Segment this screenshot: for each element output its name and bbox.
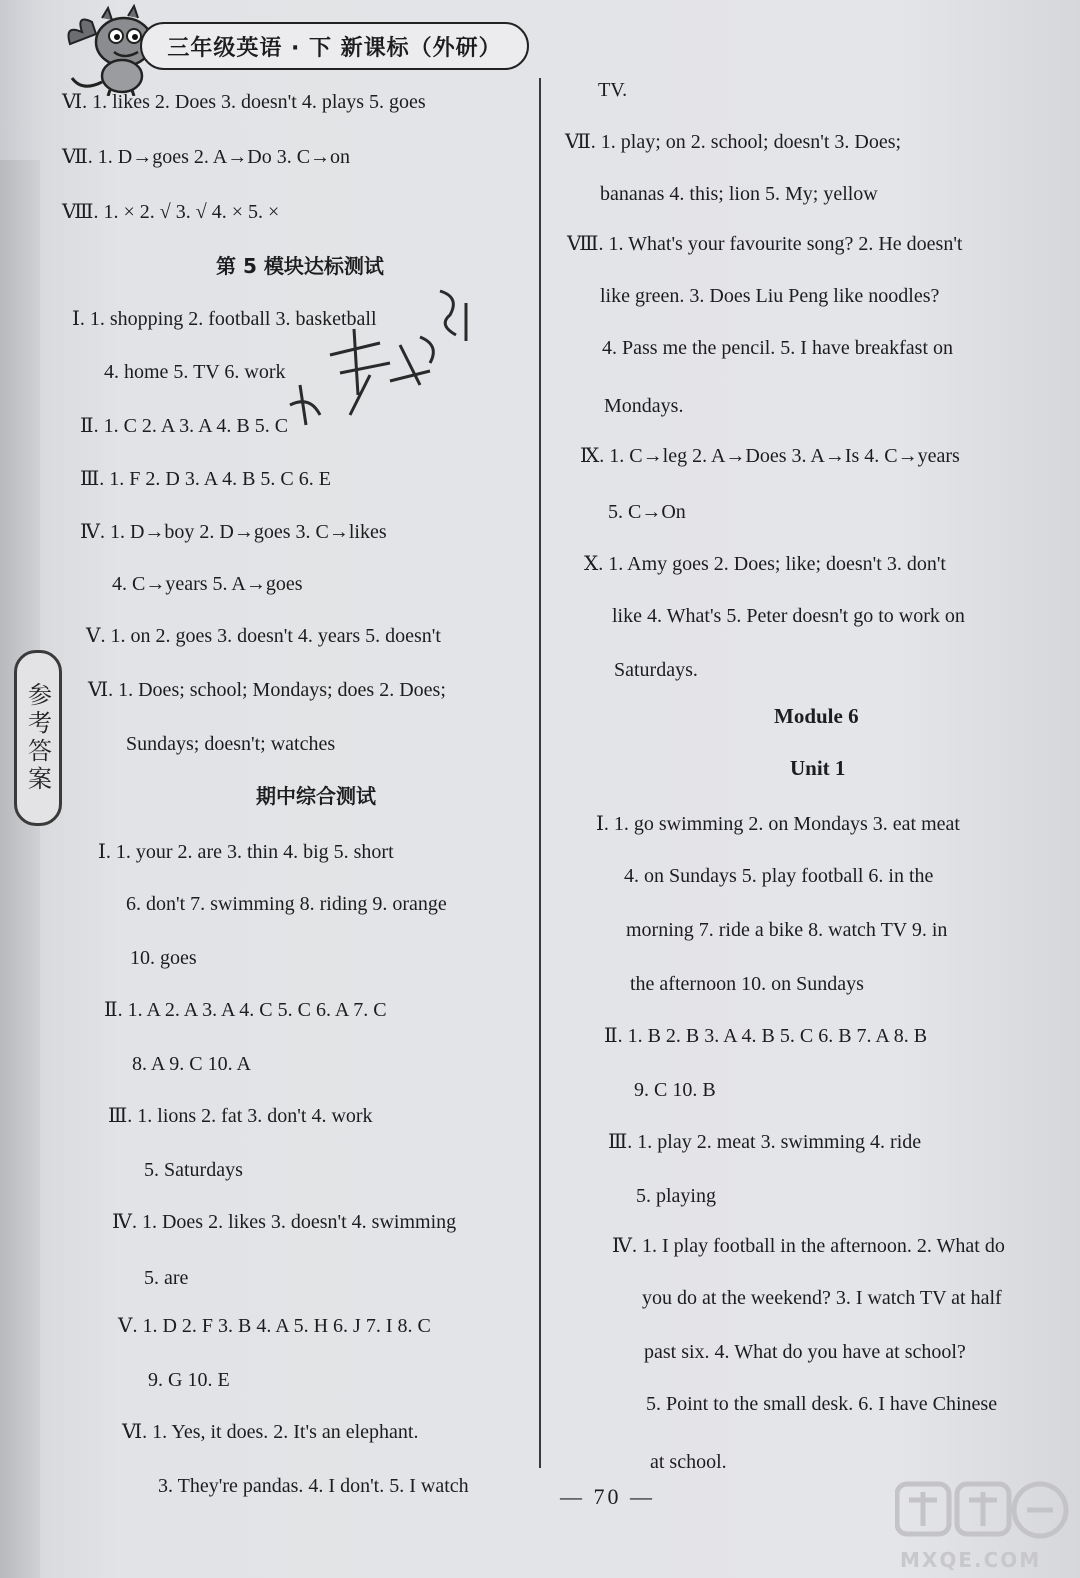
answer-line: morning 7. ride a bike 8. watch TV 9. in xyxy=(626,919,948,941)
section-title-module5: 第 5 模块达标测试 xyxy=(216,254,384,278)
answer-line: 4. Pass me the pencil. 5. I have breakfast on xyxy=(602,337,954,359)
answer-line: the afternoon 10. on Sundays xyxy=(630,973,864,995)
answer-line: Ⅰ. 1. go swimming 2. on Mondays 3. eat meat xyxy=(596,813,960,835)
answer-line: Ⅳ. 1. D→boy 2. D→goes 3. C→likes xyxy=(80,521,387,543)
answer-line: Ⅲ. 1. F 2. D 3. A 4. B 5. C 6. E xyxy=(80,468,331,490)
side-tab-label: 参考答案 xyxy=(14,650,62,826)
answer-line: Ⅶ. 1. D→goes 2. A→Do 3. C→on xyxy=(62,146,351,168)
section-title-module: Module 6 xyxy=(774,704,859,728)
answer-line: 5. Saturdays xyxy=(144,1159,243,1181)
answer-line: Ⅰ. 1. your 2. are 3. thin 4. big 5. short xyxy=(98,841,394,863)
answer-line: like green. 3. Does Liu Peng like noodles? xyxy=(600,285,940,307)
answer-line: 5. playing xyxy=(636,1185,716,1207)
handwritten-scribble xyxy=(270,285,500,435)
answer-line: Ⅲ. 1. lions 2. fat 3. don't 4. work xyxy=(108,1105,373,1127)
answer-line: Ⅳ. 1. I play football in the afternoon. 2. What do xyxy=(612,1235,1005,1257)
answer-line: Ⅴ. 1. D 2. F 3. B 4. A 5. H 6. J 7. I 8. C xyxy=(118,1315,431,1337)
answer-line: Ⅵ. 1. Yes, it does. 2. It's an elephant. xyxy=(122,1421,419,1443)
answer-line: 5. Point to the small desk. 6. I have Chinese xyxy=(646,1393,998,1415)
answer-line: Ⅱ. 1. A 2. A 3. A 4. C 5. C 6. A 7. C xyxy=(104,999,387,1021)
answer-line: Ⅳ. 1. Does 2. likes 3. doesn't 4. swimming xyxy=(112,1211,457,1233)
answer-line: Ⅴ. 1. on 2. goes 3. doesn't 4. years 5. doesn't xyxy=(86,625,441,647)
answer-line: 10. goes xyxy=(130,947,197,969)
answer-line: bananas 4. this; lion 5. My; yellow xyxy=(600,183,878,205)
answer-line: at school. xyxy=(650,1451,727,1473)
answer-line: Saturdays. xyxy=(614,659,698,681)
page-edge-shadow xyxy=(0,160,40,1578)
answer-line: 3. They're pandas. 4. I don't. 5. I watch xyxy=(158,1475,469,1497)
answer-line: 9. C 10. B xyxy=(634,1079,716,1101)
answer-line: Ⅷ. 1. × 2. √ 3. √ 4. × 5. × xyxy=(62,201,280,223)
answer-line: 4. on Sundays 5. play football 6. in the xyxy=(624,865,934,887)
column-divider xyxy=(539,78,541,1468)
answer-line: 6. don't 7. swimming 8. riding 9. orange xyxy=(126,893,447,915)
answer-line: 4. C→years 5. A→goes xyxy=(112,573,303,595)
answer-line: Ⅰ. 1. shopping 2. football 3. basketball xyxy=(72,308,377,330)
answer-line: 8. A 9. C 10. A xyxy=(132,1053,251,1075)
answer-line: 4. home 5. TV 6. work xyxy=(104,361,286,383)
answer-line: 9. G 10. E xyxy=(148,1369,230,1391)
header-banner: 三年级英语 · 下 新课标（外研） xyxy=(140,22,529,70)
answer-line: past six. 4. What do you have at school? xyxy=(644,1341,966,1363)
answer-line: 5. C→On xyxy=(608,501,686,523)
answer-line: like 4. What's 5. Peter doesn't go to work on xyxy=(612,605,965,627)
answer-line: Ⅸ. 1. C→leg 2. A→Does 3. A→Is 4. C→years xyxy=(580,445,960,467)
answer-line: TV. xyxy=(598,79,628,101)
section-title-unit: Unit 1 xyxy=(790,756,846,780)
answer-line: Ⅲ. 1. play 2. meat 3. swimming 4. ride xyxy=(608,1131,922,1153)
answer-line: Ⅱ. 1. C 2. A 3. A 4. B 5. C xyxy=(80,415,289,437)
answer-line: 5. are xyxy=(144,1267,189,1289)
watermark-text: MXQE.COM xyxy=(900,1548,1042,1572)
answer-line: Ⅵ. 1. likes 2. Does 3. doesn't 4. plays 5. goes xyxy=(62,91,426,113)
answer-line: Mondays. xyxy=(604,395,684,417)
section-title-midterm: 期中综合测试 xyxy=(256,784,376,808)
answer-line: Ⅶ. 1. play; on 2. school; doesn't 3. Does; xyxy=(565,131,902,153)
page-number: — 70 — xyxy=(560,1484,655,1509)
answer-line: Ⅵ. 1. Does; school; Mondays; does 2. Does; xyxy=(88,679,446,701)
answer-line: you do at the weekend? 3. I watch TV at half xyxy=(642,1287,1002,1309)
answer-line: Ⅹ. 1. Amy goes 2. Does; like; doesn't 3. don't xyxy=(584,553,946,575)
answer-line: Ⅷ. 1. What's your favourite song? 2. He doesn't xyxy=(567,233,963,255)
answer-line: Ⅱ. 1. B 2. B 3. A 4. B 5. C 6. B 7. A 8. B xyxy=(604,1025,928,1047)
answer-line: Sundays; doesn't; watches xyxy=(126,733,336,755)
